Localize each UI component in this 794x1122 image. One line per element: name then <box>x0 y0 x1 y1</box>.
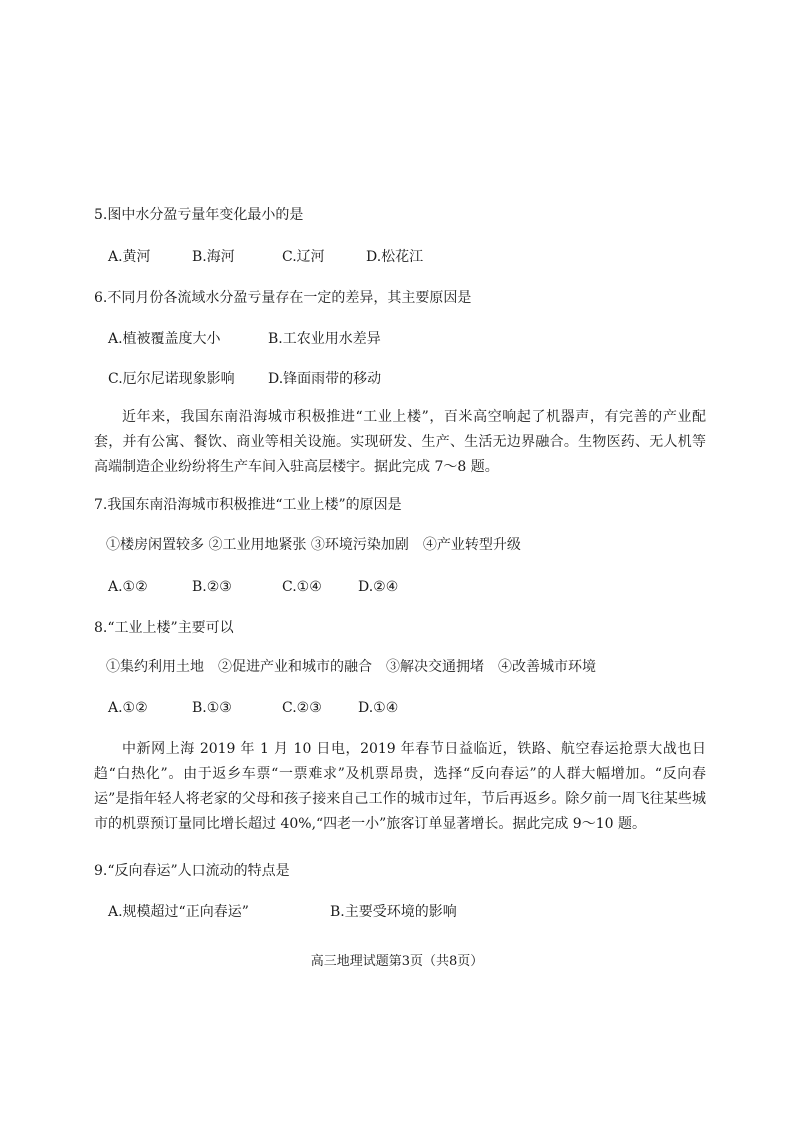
question-9-stem: 9.“反向春运”人口流动的特点是 <box>94 863 290 879</box>
question-8-statements: ①集约利用土地 ②促进产业和城市的融合 ③解决交通拥堵 ④改善城市环境 <box>106 659 596 675</box>
question-7-stem: 7.我国东南沿海城市积极推进“工业上楼”的原因是 <box>94 497 402 513</box>
option-b: B.②③ <box>192 579 232 595</box>
option-d: D.①④ <box>358 700 399 716</box>
option-a: A.规模超过“正向春运” <box>108 904 249 920</box>
option-d: D.②④ <box>358 579 399 595</box>
option-b: B.①③ <box>192 700 232 716</box>
option-c: C.厄尔尼诺现象影响 <box>108 371 235 387</box>
option-c: C.辽河 <box>282 249 325 265</box>
question-5-stem: 5.图中水分盈亏量年变化最小的是 <box>94 207 304 223</box>
option-a: A.①② <box>108 700 148 716</box>
question-7-statements: ①楼房闲置较多 ②工业用地紧张 ③环境污染加剧 ④产业转型升级 <box>106 537 521 553</box>
option-c: C.②③ <box>282 700 322 716</box>
passage-9-10: 中新网上海 2019 年 1 月 10 日电，2019 年春节日益临近，铁路、航空春运抢票大战也日趋“白热化”。由于返乡车票“一票难求”及机票昂贵，选择“反向春运”的人群大幅增加。“反向春运”是指年轻人将老家的父母和孩子接来自己工作的城市过年，节后再返乡。除夕前一周飞往某些城市的机票预订量同比增长超过 40%,“四老一小”旅客订单显著增长。据此完成 9～10 题。 <box>94 741 706 832</box>
option-b: B.海河 <box>192 249 235 265</box>
option-a: A.黄河 <box>108 249 151 265</box>
option-a: A.植被覆盖度大小 <box>108 331 221 347</box>
option-d: D.松花江 <box>366 249 424 265</box>
option-b: B.主要受环境的影响 <box>330 904 457 920</box>
option-c: C.①④ <box>282 579 322 595</box>
question-8-stem: 8.“工业上楼”主要可以 <box>94 620 234 636</box>
option-a: A.①② <box>108 579 148 595</box>
page-footer: 高三地理试题第3页（共8页） <box>310 954 484 969</box>
passage-7-8: 近年来，我国东南沿海城市积极推进“工业上楼”，百米高空响起了机器声，有完善的产业配套，并有公寓、餐饮、商业等相关设施。实现研发、生产、生活无边界融合。生物医药、无人机等高端制造企业纷纷将生产车间入驻高层楼宇。据此完成 7～8 题。 <box>94 409 706 475</box>
question-6-stem: 6.不同月份各流域水分盈亏量存在一定的差异，其主要原因是 <box>94 290 472 306</box>
option-b: B.工农业用水差异 <box>268 331 381 347</box>
option-d: D.锋面雨带的移动 <box>268 371 382 387</box>
